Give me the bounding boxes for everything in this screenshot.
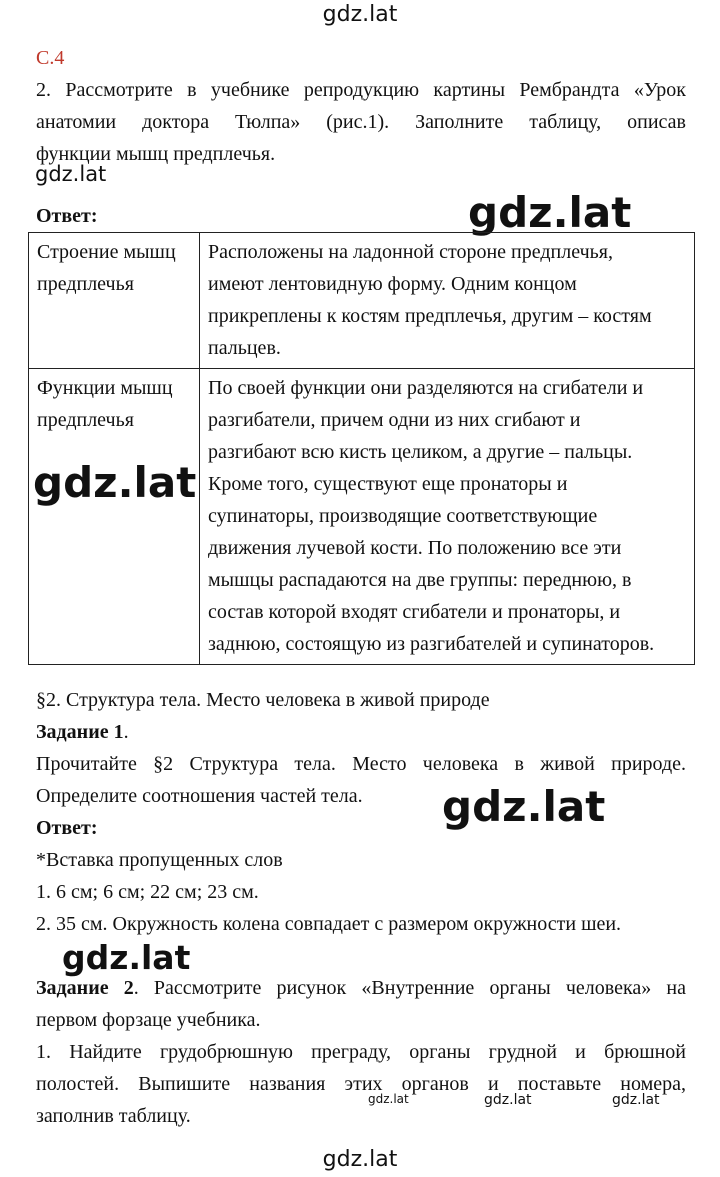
task-intro-line: функции мышц предплечья. [36, 143, 276, 165]
answer-label: Ответ: [36, 205, 98, 227]
watermark: gdz.lat [35, 162, 107, 186]
cell-text: разгибают всю кисть целиком, а другие – пальцы. [208, 441, 633, 463]
cell-text: движения лучевой кости. По положению все эти [208, 537, 622, 559]
cell-text: прикреплены к костям предплечья, другим – костям [208, 305, 652, 327]
cell-text: пальцев. [208, 337, 281, 359]
cell-text: Расположены на ладонной стороне предплечья, [208, 241, 613, 263]
watermark: gdz.lat [612, 1092, 660, 1108]
watermark: gdz.lat [33, 458, 197, 507]
watermark: gdz.lat [442, 782, 606, 831]
task-intro-line: анатомии доктора Тюлпа» (рис.1). Заполните таблицу, описав [36, 111, 686, 133]
table-cell-text [200, 369, 695, 665]
task-text-line: полостей. Выпишите названия этих органов и поставьте номера, [36, 1073, 686, 1095]
cell-text: предплечья [37, 409, 134, 431]
watermark: gdz.lat [322, 1147, 398, 1172]
task-intro-line: 2. Рассмотрите в учебнике репродукцию картины Рембрандта «Урок [36, 79, 686, 101]
task-heading [36, 716, 129, 748]
table-row [29, 233, 695, 369]
task-text-line: Прочитайте §2 Структура тела. Место человека в живой природе. [36, 753, 686, 775]
task-text-line: первом форзаце учебника. [36, 1009, 261, 1031]
task-text-line: 1. Найдите грудобрюшную преграду, органы грудной и брюшной [36, 1041, 686, 1063]
cell-text: мышцы распадаются на две группы: переднюю, в [208, 569, 632, 591]
answer-table [28, 232, 695, 665]
cell-text: Функции мышц [37, 377, 173, 399]
page-number: С.4 [36, 47, 65, 69]
cell-text: Кроме того, существуют еще пронаторы и [208, 473, 568, 495]
table-row [29, 369, 695, 665]
watermark: gdz.lat [368, 1092, 409, 1106]
answer-label: Ответ: [36, 817, 98, 839]
watermark: gdz.lat [62, 938, 191, 977]
answer-line: 1. 6 см; 6 см; 22 см; 23 см. [36, 881, 259, 903]
table-cell-text [200, 233, 695, 369]
watermark: gdz.lat [322, 2, 398, 27]
cell-text: имеют лентовидную форму. Одним концом [208, 273, 577, 295]
task-label-suffix: . [123, 721, 129, 743]
task-text-line: Определите соотношения частей тела. [36, 785, 363, 807]
cell-text: Строение мышц [37, 241, 176, 263]
task-heading [36, 972, 686, 1004]
cell-text: заднюю, состоящую из разгибателей и супинаторов. [208, 633, 655, 655]
task-label: Задание 2 [36, 977, 134, 999]
watermark: gdz.lat [484, 1092, 532, 1108]
task-text: . Рассмотрите рисунок «Внутренние органы человека» на [133, 977, 686, 999]
task-text-line: заполнив таблицу. [36, 1105, 191, 1127]
cell-text: предплечья [37, 273, 134, 295]
section-title: §2. Структура тела. Место человека в живой природе [36, 689, 490, 711]
table-cell-label [29, 369, 200, 665]
watermark: gdz.lat [468, 188, 632, 237]
cell-text: супинаторы, производящие соответствующие [208, 505, 598, 527]
cell-text: По своей функции они разделяются на сгибатели и [208, 377, 644, 399]
cell-text: разгибатели, причем одни из них сгибают и [208, 409, 581, 431]
answer-line: 2. 35 см. Окружность колена совпадает с размером окружности шеи. [36, 913, 622, 935]
task-label: Задание 1 [36, 721, 124, 743]
cell-text: состав которой входят сгибатели и пронаторы, и [208, 601, 621, 623]
insert-note: *Вставка пропущенных слов [36, 849, 283, 871]
table-cell-label [29, 233, 200, 369]
